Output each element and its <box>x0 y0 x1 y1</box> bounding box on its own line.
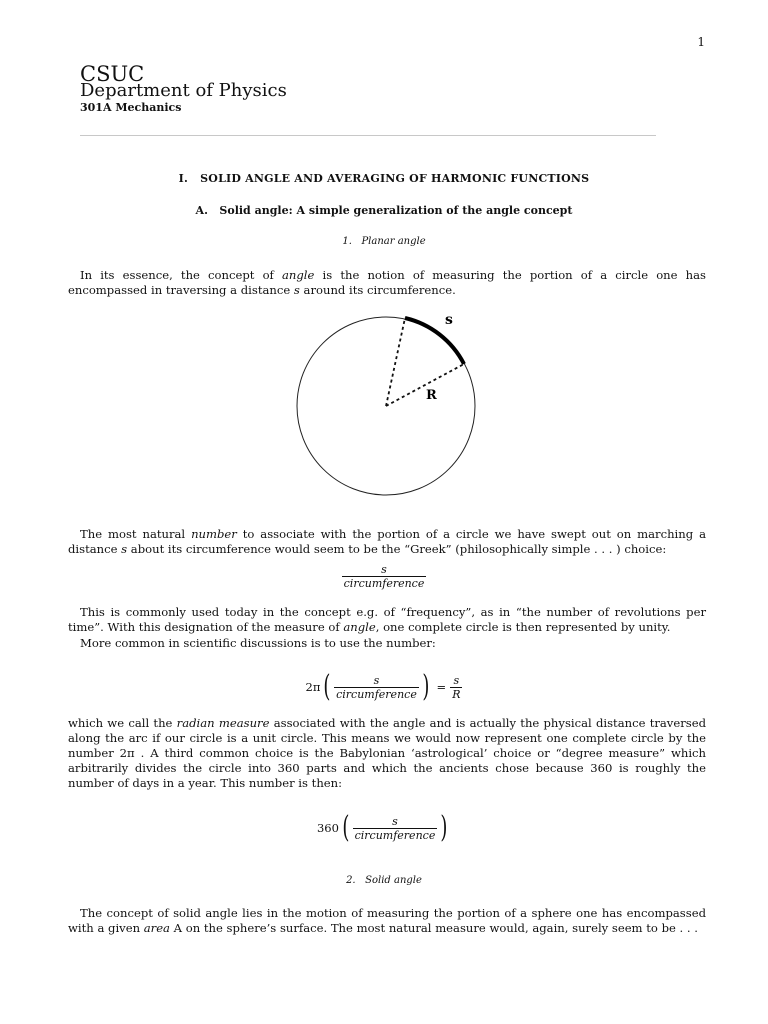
subsection-number: A. <box>195 204 208 217</box>
paragraph-more-common: More common in scientific discussions is to use the number: <box>80 636 436 650</box>
subsubsection-title-2: Solid angle <box>365 875 422 886</box>
right-paren: ) <box>440 810 448 845</box>
page-number: 1 <box>697 35 705 49</box>
header-rule <box>80 135 656 136</box>
subsubsection-heading-2 <box>0 875 768 886</box>
subsubsection-title-1: Planar angle <box>361 236 426 247</box>
fraction-s-over-circumference: $\frac{s}{\text{circumference}}$ <box>343 563 425 590</box>
eq2-fraction-s-over-r: $\frac{s}{R}$ <box>452 673 461 701</box>
paragraph-solid-angle: The concept of solid angle lies in the motion of measuring the portion of a sphere one has encompassed with a given area A on the sphere’s surface. The most natural measure would, again, surely seem to be . . . <box>68 906 706 935</box>
eq2-coefficient: 2π <box>305 680 321 694</box>
course-title: 301A Mechanics <box>80 101 182 114</box>
section-number: I. <box>178 172 189 185</box>
subsection-title: Solid angle: A simple generalization of the angle concept <box>219 204 573 217</box>
subsubsection-heading-1 <box>0 236 768 247</box>
radius-line-2 <box>386 364 464 406</box>
section-title: SOLID ANGLE AND AVERAGING OF HARMONIC FUNCTIONS <box>200 172 590 185</box>
eq3-coefficient: 360 <box>316 821 339 835</box>
eq3-fraction: $\frac{s}{\text{circumference}}$ <box>354 814 436 842</box>
left-paren: ( <box>323 669 331 704</box>
paragraph-natural-number: The most natural number to associate with the portion of a circle we have swept out on marching a distance s about its circumference would seem to be the “Greek” (philosophically simple . . . ) choice: <box>68 527 706 556</box>
paragraph-frequency: This is commonly used today in the concept e.g. of “frequency”, as in “the number of revolutions per time”. With this designation of the measure of angle, one complete circle is then represented by unity. <box>68 605 706 634</box>
radius-label: R <box>426 388 437 403</box>
eq2-equals: = <box>436 680 447 694</box>
right-paren: ) <box>422 669 430 704</box>
left-paren: ( <box>342 810 350 845</box>
department-title: Department of Physics <box>80 80 287 101</box>
paragraph-radian-measure: which we call the radian measure associated with the angle and is actually the physical distance traversed along the arc if our circle is a unit circle. This means we would now represent one complete circle by the number 2π . A third common choice is the Babylonian ‘astrological’ choice or “degree measure” which arbitrarily divides the circle into 360 parts and which the ancients chose because 360 is roughly the number of days in a year. This number is then: <box>68 716 706 790</box>
equation-degree <box>0 810 768 845</box>
institution-title: CSUC <box>80 62 145 86</box>
radius-line-1 <box>386 318 405 406</box>
equation-fraction-1 <box>0 563 768 590</box>
arc-segment-s <box>405 318 464 364</box>
circle-figure <box>290 305 490 505</box>
section-heading <box>0 172 768 185</box>
eq2-fraction: $\frac{s}{\text{circumference}}$ <box>336 673 417 701</box>
arc-label: s <box>445 312 453 328</box>
subsection-heading <box>0 204 768 217</box>
subsubsection-number-1: 1. <box>342 236 352 247</box>
subsubsection-number-2: 2. <box>346 875 356 886</box>
equation-radian <box>0 669 768 704</box>
paragraph-planar-angle: In its essence, the concept of angle is the notion of measuring the portion of a circle one has encompassed in traversing a distance s around its circumference. <box>68 268 706 297</box>
